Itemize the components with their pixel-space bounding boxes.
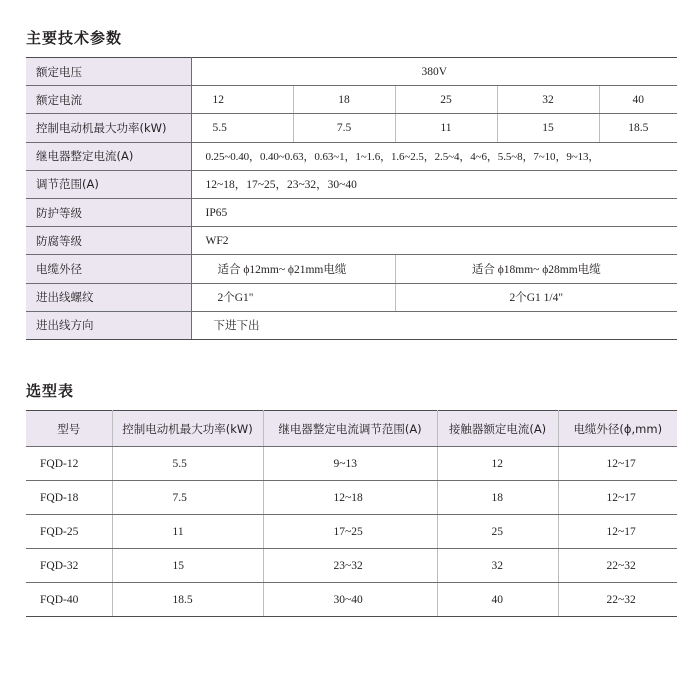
motor-power-value: 15 bbox=[497, 114, 599, 142]
model-cell: FQD-32 bbox=[26, 549, 112, 583]
cable-od-cell: 12~17 bbox=[558, 481, 677, 515]
power-cell: 5.5 bbox=[112, 447, 263, 481]
relay-range-cell: 23~32 bbox=[263, 549, 437, 583]
cable-od-cell: 22~32 bbox=[558, 549, 677, 583]
adjust-range-value: 12~18，17~25，23~32，30~40 bbox=[191, 170, 677, 198]
row-label: 电缆外径 bbox=[26, 255, 191, 283]
cable-od-cell: 22~32 bbox=[558, 583, 677, 617]
protection-value: IP65 bbox=[191, 198, 677, 226]
cable-od-cell: 12~17 bbox=[558, 447, 677, 481]
row-label: 进出线螺纹 bbox=[26, 283, 191, 311]
relay-range-cell: 17~25 bbox=[263, 515, 437, 549]
rated-current-value: 40 bbox=[599, 86, 677, 114]
selection-table bbox=[26, 410, 677, 617]
relay-range-cell: 9~13 bbox=[263, 447, 437, 481]
table-row bbox=[26, 515, 677, 549]
table-row bbox=[26, 255, 677, 283]
model-cell: FQD-25 bbox=[26, 515, 112, 549]
contactor-current-cell: 25 bbox=[437, 515, 558, 549]
table-row bbox=[26, 114, 677, 142]
direction-value: 下进下出 bbox=[191, 311, 677, 339]
relay-range-cell: 30~40 bbox=[263, 583, 437, 617]
contactor-current-cell: 32 bbox=[437, 549, 558, 583]
section-title-tech-params: 主要技术参数 bbox=[26, 29, 123, 47]
thread-value: 2个G1" bbox=[191, 283, 395, 311]
column-header: 控制电动机最大功率(kW) bbox=[112, 411, 263, 447]
row-label: 调节范围(A) bbox=[26, 170, 191, 198]
table-row bbox=[26, 142, 677, 170]
tech-params-table bbox=[26, 57, 677, 340]
cable-od-cell: 12~17 bbox=[558, 515, 677, 549]
column-header: 电缆外径(ϕ,mm) bbox=[558, 411, 677, 447]
row-label: 继电器整定电流(A) bbox=[26, 142, 191, 170]
motor-power-value: 5.5 bbox=[191, 114, 293, 142]
anticorrosion-value: WF2 bbox=[191, 227, 677, 255]
column-header: 继电器整定电流调节范围(A) bbox=[263, 411, 437, 447]
row-label: 额定电流 bbox=[26, 86, 191, 114]
model-cell: FQD-18 bbox=[26, 481, 112, 515]
table-row bbox=[26, 227, 677, 255]
rated-current-value: 18 bbox=[293, 86, 395, 114]
table-row bbox=[26, 481, 677, 515]
power-cell: 11 bbox=[112, 515, 263, 549]
row-label: 进出线方向 bbox=[26, 311, 191, 339]
rated-current-value: 12 bbox=[191, 86, 293, 114]
table-row bbox=[26, 170, 677, 198]
table-row bbox=[26, 86, 677, 114]
rated-current-value: 32 bbox=[497, 86, 599, 114]
contactor-current-cell: 18 bbox=[437, 481, 558, 515]
table-row bbox=[26, 58, 677, 86]
table-header-row bbox=[26, 411, 677, 447]
row-label: 控制电动机最大功率(kW) bbox=[26, 114, 191, 142]
section-title-selection: 选型表 bbox=[26, 382, 75, 400]
cable-od-value: 适合 ϕ12mm~ ϕ21mm电缆 bbox=[191, 255, 395, 283]
model-cell: FQD-12 bbox=[26, 447, 112, 481]
relay-current-value: 0.25~0.40，0.40~0.63，0.63~1，1~1.6，1.6~2.5，2.5~4，4~6，5.5~8，7~10，9~13， bbox=[191, 142, 677, 170]
power-cell: 7.5 bbox=[112, 481, 263, 515]
motor-power-value: 11 bbox=[395, 114, 497, 142]
cable-od-value: 适合 ϕ18mm~ ϕ28mm电缆 bbox=[395, 255, 677, 283]
motor-power-value: 18.5 bbox=[599, 114, 677, 142]
rated-current-value: 25 bbox=[395, 86, 497, 114]
motor-power-value: 7.5 bbox=[293, 114, 395, 142]
table-row bbox=[26, 447, 677, 481]
model-cell: FQD-40 bbox=[26, 583, 112, 617]
row-label: 防护等级 bbox=[26, 198, 191, 226]
power-cell: 15 bbox=[112, 549, 263, 583]
row-label: 额定电压 bbox=[26, 58, 191, 86]
contactor-current-cell: 40 bbox=[437, 583, 558, 617]
table-row bbox=[26, 311, 677, 339]
table-row bbox=[26, 198, 677, 226]
rated-voltage-value: 380V bbox=[191, 58, 677, 86]
contactor-current-cell: 12 bbox=[437, 447, 558, 481]
table-row bbox=[26, 583, 677, 617]
thread-value: 2个G1 1/4" bbox=[395, 283, 677, 311]
table-row bbox=[26, 283, 677, 311]
row-label: 防腐等级 bbox=[26, 227, 191, 255]
column-header: 型号 bbox=[26, 411, 112, 447]
power-cell: 18.5 bbox=[112, 583, 263, 617]
table-row bbox=[26, 549, 677, 583]
column-header: 接触器额定电流(A) bbox=[437, 411, 558, 447]
relay-range-cell: 12~18 bbox=[263, 481, 437, 515]
